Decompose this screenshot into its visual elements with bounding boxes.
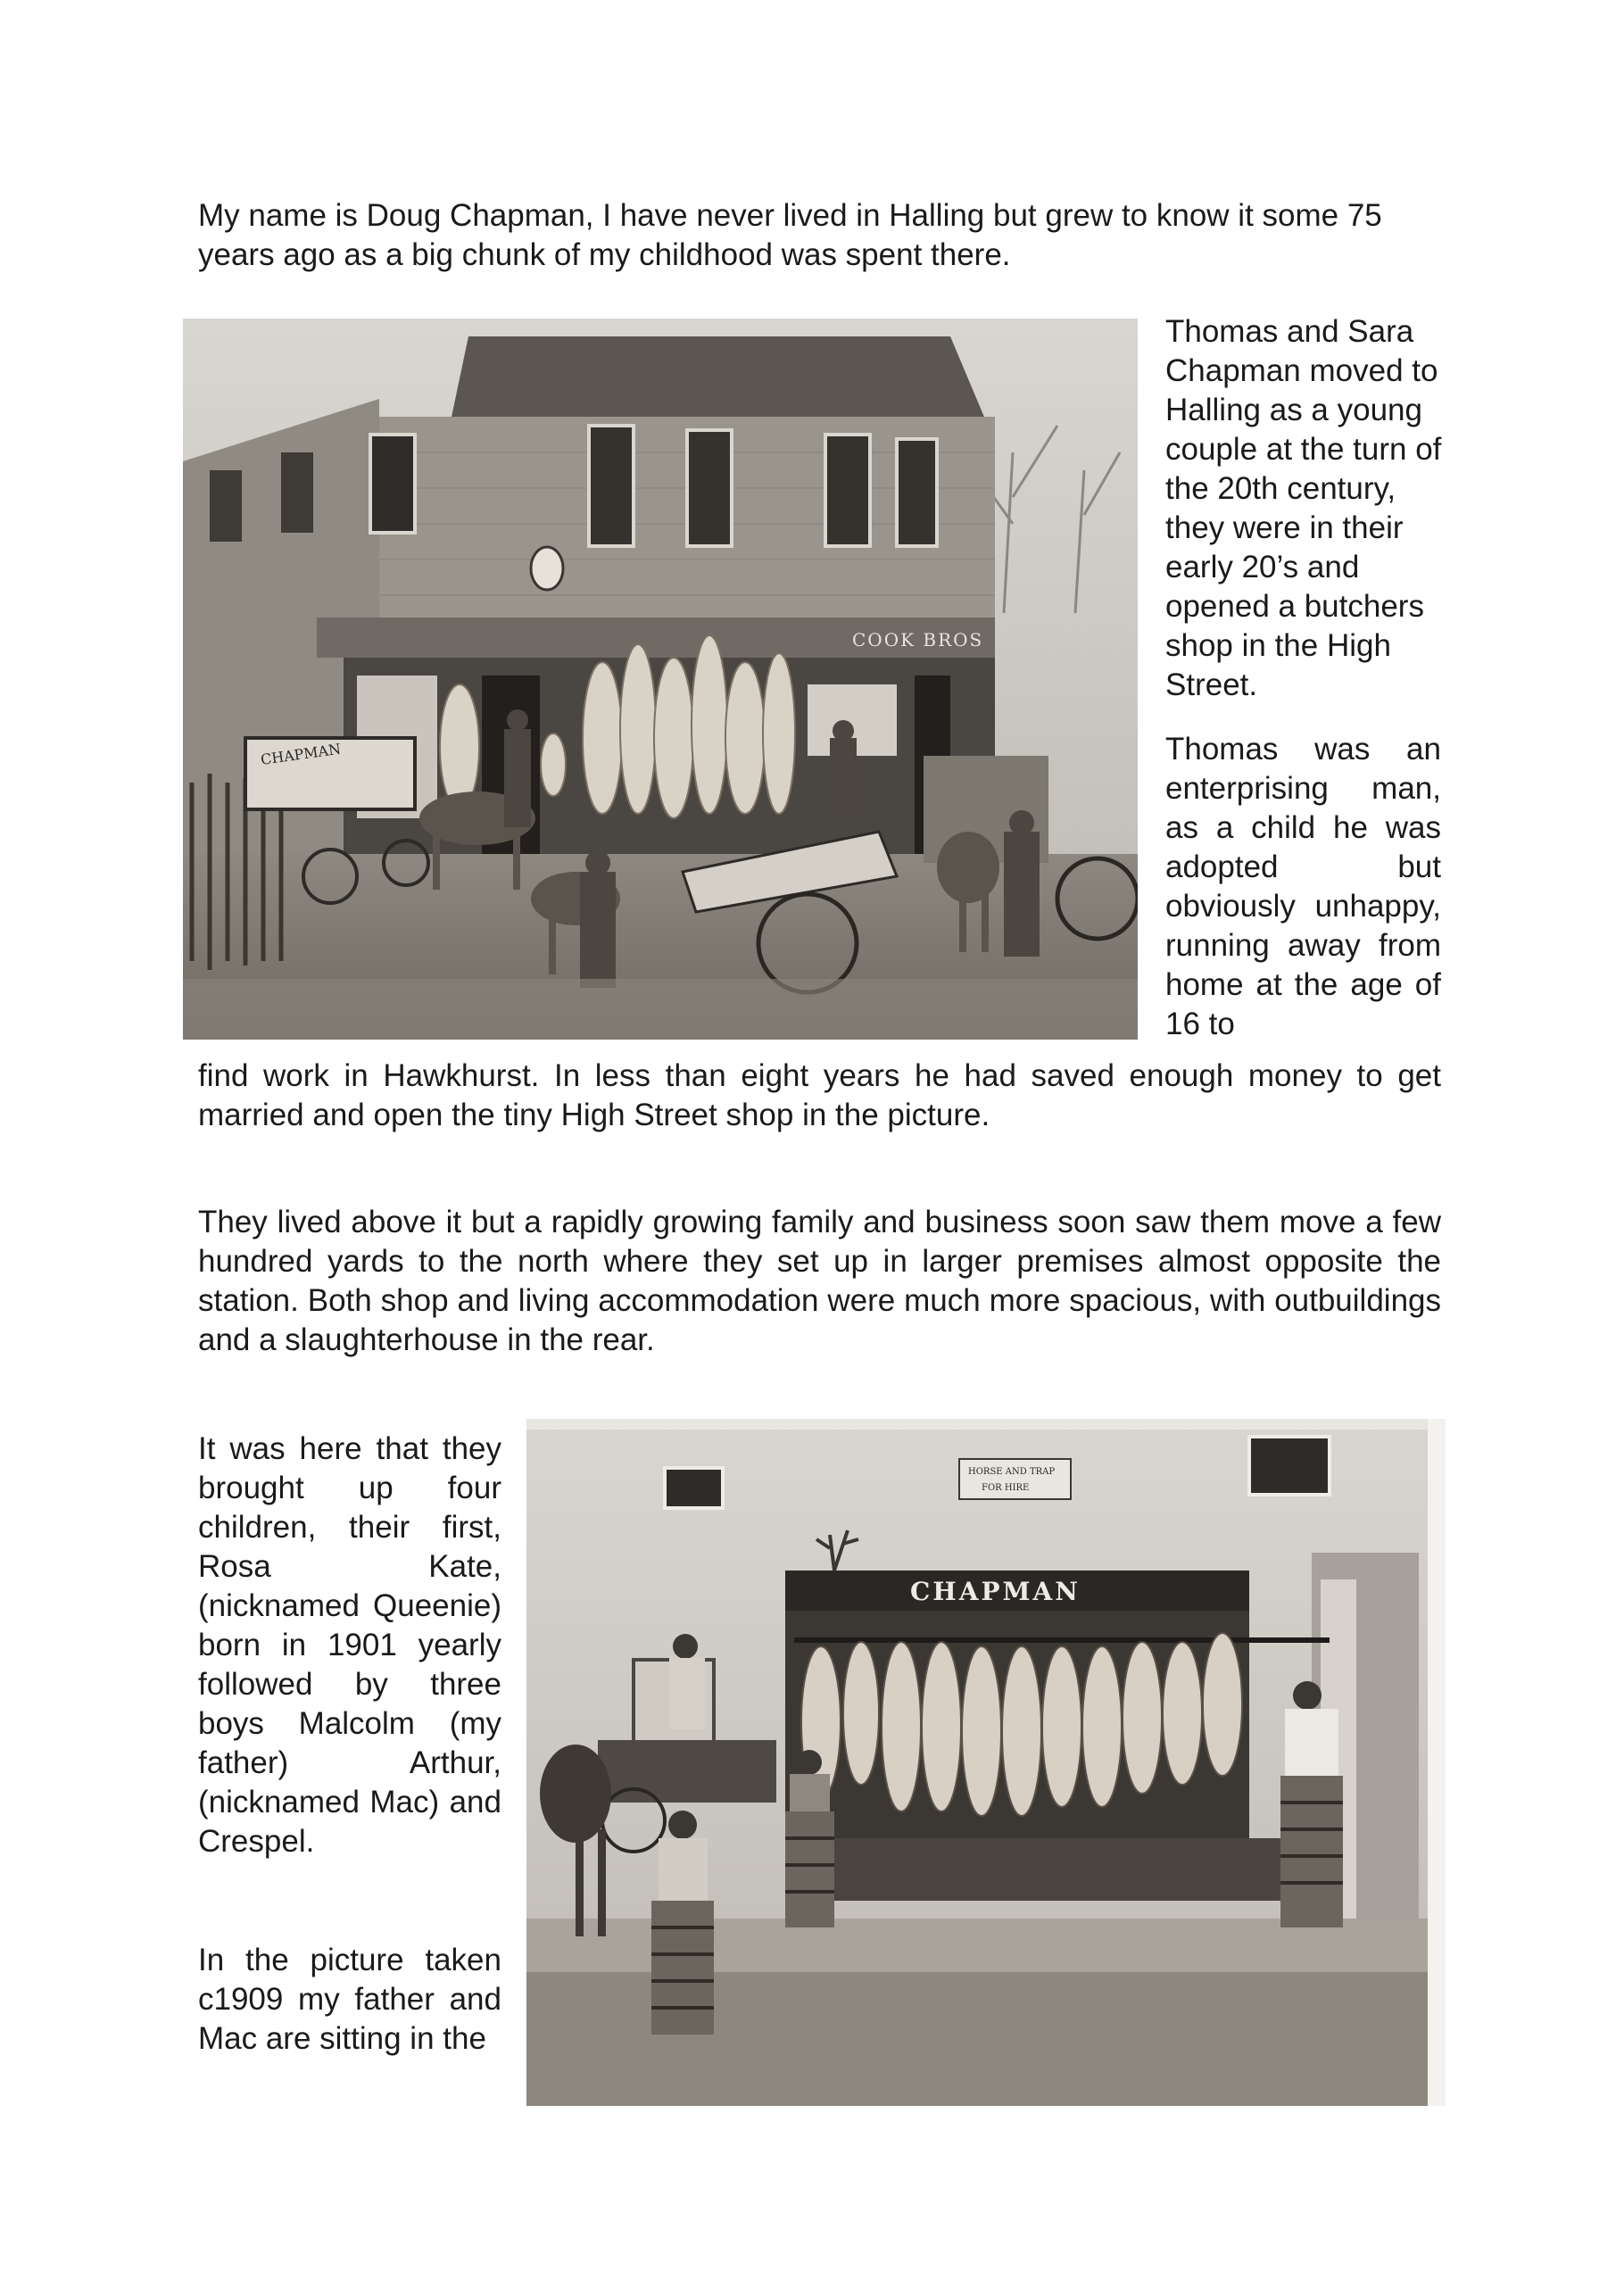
shop-sign-text: CHAPMAN (910, 1577, 1081, 1606)
shop-sign-text: COOK BROS (852, 629, 984, 651)
hire-sign-line1: HORSE AND TRAP (968, 1467, 1056, 1477)
thomas-continued-paragraph: find work in Hawkhurst. In less than eight years he had saved enough money to get married and open the tiny High Street shop in the picture. (198, 1058, 1441, 1132)
intro-paragraph: My name is Doug Chapman, I have never lived in Halling but grew to know it some 75 years ago as a big chunk of my childhood was spent there. (198, 198, 1382, 272)
picture-paragraph: In the picture taken c1909 my father and Mac are sitting in the (198, 1943, 501, 2056)
moved-paragraph: They lived above it but a rapidly growing family and business soon saw them move a few hundred yards to the north where they set up in larger premises almost opposite the station. Both shop and living accommodation were much more spacious, with outbuildings and a slaughterhouse in the rear. (198, 1205, 1441, 1357)
cart-sign-text: CHAPMAN (259, 740, 343, 768)
thomas-side-paragraph: Thomas was an enterprising man, as a child he was adopted but obviously unhappy, running away from home at the age of 16 to (1165, 732, 1441, 1041)
couple-paragraph: Thomas and Sara Chapman moved to Halling as a young couple at the turn of the 20th century, they were in their early 20’s and opened a butchers shop in the High Street. (1165, 314, 1442, 702)
hire-sign-line2: FOR HIRE (982, 1483, 1030, 1493)
children-paragraph: It was here that they brought up four children, their first, Rosa Kate, (nicknamed Queenie) born in 1901 yearly followed by three boys Malcolm (my father) Arthur, (nicknamed Mac) and Crespel. (198, 1431, 501, 1859)
high-street-shop-photo (183, 319, 1138, 1040)
chapman-premises-photo (526, 1419, 1446, 2106)
